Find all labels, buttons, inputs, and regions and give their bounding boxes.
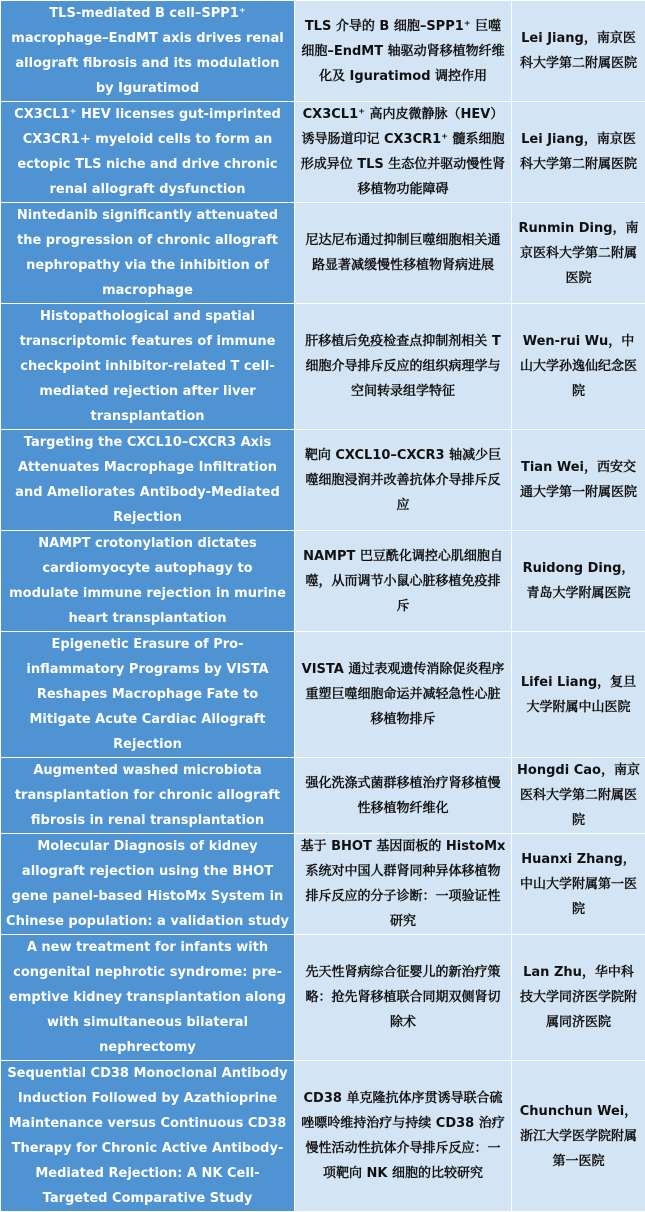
author-cell: Ruidong Ding，青岛大学附属医院 bbox=[512, 531, 645, 632]
author-cell: Lan Zhu，华中科技大学同济医学院附属同济医院 bbox=[512, 935, 645, 1061]
zh-title-cell: 基于 BHOT 基因面板的 HistoMx 系统对中国人群肾同种异体移植物排斥反应的分子诊断：一项验证性研究 bbox=[295, 834, 512, 935]
en-title-cell: Molecular Diagnosis of kidney allograft rejection using the BHOT gene panel-based HistoMx System in Chinese population: a validation study bbox=[1, 834, 295, 935]
table-row bbox=[1, 935, 645, 1061]
table-row bbox=[1, 203, 645, 304]
table-row bbox=[1, 430, 645, 531]
abstract-table-body bbox=[1, 1, 645, 1212]
author-cell: Chunchun Wei，浙江大学医学院附属第一医院 bbox=[512, 1061, 645, 1212]
table-row bbox=[1, 102, 645, 203]
author-cell: Lifei Liang，复旦大学附属中山医院 bbox=[512, 632, 645, 758]
zh-title-cell: 靶向 CXCL10–CXCR3 轴减少巨噬细胞浸润并改善抗体介导排斥反应 bbox=[295, 430, 512, 531]
en-title-cell: Nintedanib significantly attenuated the progression of chronic allograft nephropathy via the inhibition of macrophage bbox=[1, 203, 295, 304]
zh-title-cell: CX3CL1⁺ 高内皮微静脉（HEV）诱导肠道印记 CX3CR1⁺ 髓系细胞形成异位 TLS 生态位并驱动慢性肾移植物功能障碍 bbox=[295, 102, 512, 203]
zh-title-cell: CD38 单克隆抗体序贯诱导联合硫唑嘌呤维持治疗与持续 CD38 治疗慢性活动性抗体介导排斥反应：一项靶向 NK 细胞的比较研究 bbox=[295, 1061, 512, 1212]
table-row bbox=[1, 632, 645, 758]
table-row bbox=[1, 758, 645, 834]
author-cell: Huanxi Zhang，中山大学附属第一医院 bbox=[512, 834, 645, 935]
table-row bbox=[1, 531, 645, 632]
en-title-cell: Targeting the CXCL10–CXCR3 Axis Attenuates Macrophage Infiltration and Ameliorates Antibody-Mediated Rejection bbox=[1, 430, 295, 531]
zh-title-cell: TLS 介导的 B 细胞–SPP1⁺ 巨噬细胞–EndMT 轴驱动肾移植物纤维化及 Iguratimod 调控作用 bbox=[295, 1, 512, 102]
table-row bbox=[1, 834, 645, 935]
en-title-cell: Augmented washed microbiota transplantation for chronic allograft fibrosis in renal transplantation bbox=[1, 758, 295, 834]
table-row bbox=[1, 304, 645, 430]
zh-title-cell: 强化洗涤式菌群移植治疗肾移植慢性移植物纤维化 bbox=[295, 758, 512, 834]
zh-title-cell: 肝移植后免疫检查点抑制剂相关 T 细胞介导排斥反应的组织病理学与空间转录组学特征 bbox=[295, 304, 512, 430]
en-title-cell: CX3CL1⁺ HEV licenses gut-imprinted CX3CR1+ myeloid cells to form an ectopic TLS niche and drive chronic renal allograft dysfunction bbox=[1, 102, 295, 203]
en-title-cell: TLS-mediated B cell–SPP1⁺ macrophage–EndMT axis drives renal allograft fibrosis and its modulation by Iguratimod bbox=[1, 1, 295, 102]
author-cell: Hongdi Cao，南京医科大学第二附属医院 bbox=[512, 758, 645, 834]
en-title-cell: NAMPT crotonylation dictates cardiomyocyte autophagy to modulate immune rejection in murine heart transplantation bbox=[1, 531, 295, 632]
en-title-cell: A new treatment for infants with congenital nephrotic syndrome: pre-emptive kidney transplantation along with simultaneous bilateral nephrectomy bbox=[1, 935, 295, 1061]
zh-title-cell: VISTA 通过表观遗传消除促炎程序重塑巨噬细胞命运并减轻急性心脏移植物排斥 bbox=[295, 632, 512, 758]
author-cell: Lei Jiang，南京医科大学第二附属医院 bbox=[512, 1, 645, 102]
zh-title-cell: NAMPT 巴豆酰化调控心肌细胞自噬，从而调节小鼠心脏移植免疫排斥 bbox=[295, 531, 512, 632]
zh-title-cell: 尼达尼布通过抑制巨噬细胞相关通路显著减缓慢性移植物肾病进展 bbox=[295, 203, 512, 304]
table-row bbox=[1, 1, 645, 102]
en-title-cell: Epigenetic Erasure of Pro-inflammatory Programs by VISTA Reshapes Macrophage Fate to Mitigate Acute Cardiac Allograft Rejection bbox=[1, 632, 295, 758]
table-row bbox=[1, 1061, 645, 1212]
author-cell: Lei Jiang，南京医科大学第二附属医院 bbox=[512, 102, 645, 203]
author-cell: Wen-rui Wu，中山大学孙逸仙纪念医院 bbox=[512, 304, 645, 430]
en-title-cell: Histopathological and spatial transcriptomic features of immune checkpoint inhibitor-related T cell-mediated rejection after liver transplantation bbox=[1, 304, 295, 430]
zh-title-cell: 先天性肾病综合征婴儿的新治疗策略：抢先肾移植联合同期双侧肾切除术 bbox=[295, 935, 512, 1061]
author-cell: Tian Wei，西安交通大学第一附属医院 bbox=[512, 430, 645, 531]
author-cell: Runmin Ding，南京医科大学第二附属医院 bbox=[512, 203, 645, 304]
en-title-cell: Sequential CD38 Monoclonal Antibody Induction Followed by Azathioprine Maintenance versus Continuous CD38 Therapy for Chronic Active Antibody-Mediated Rejection: A NK Cell-Targeted Comparative Study bbox=[1, 1061, 295, 1212]
